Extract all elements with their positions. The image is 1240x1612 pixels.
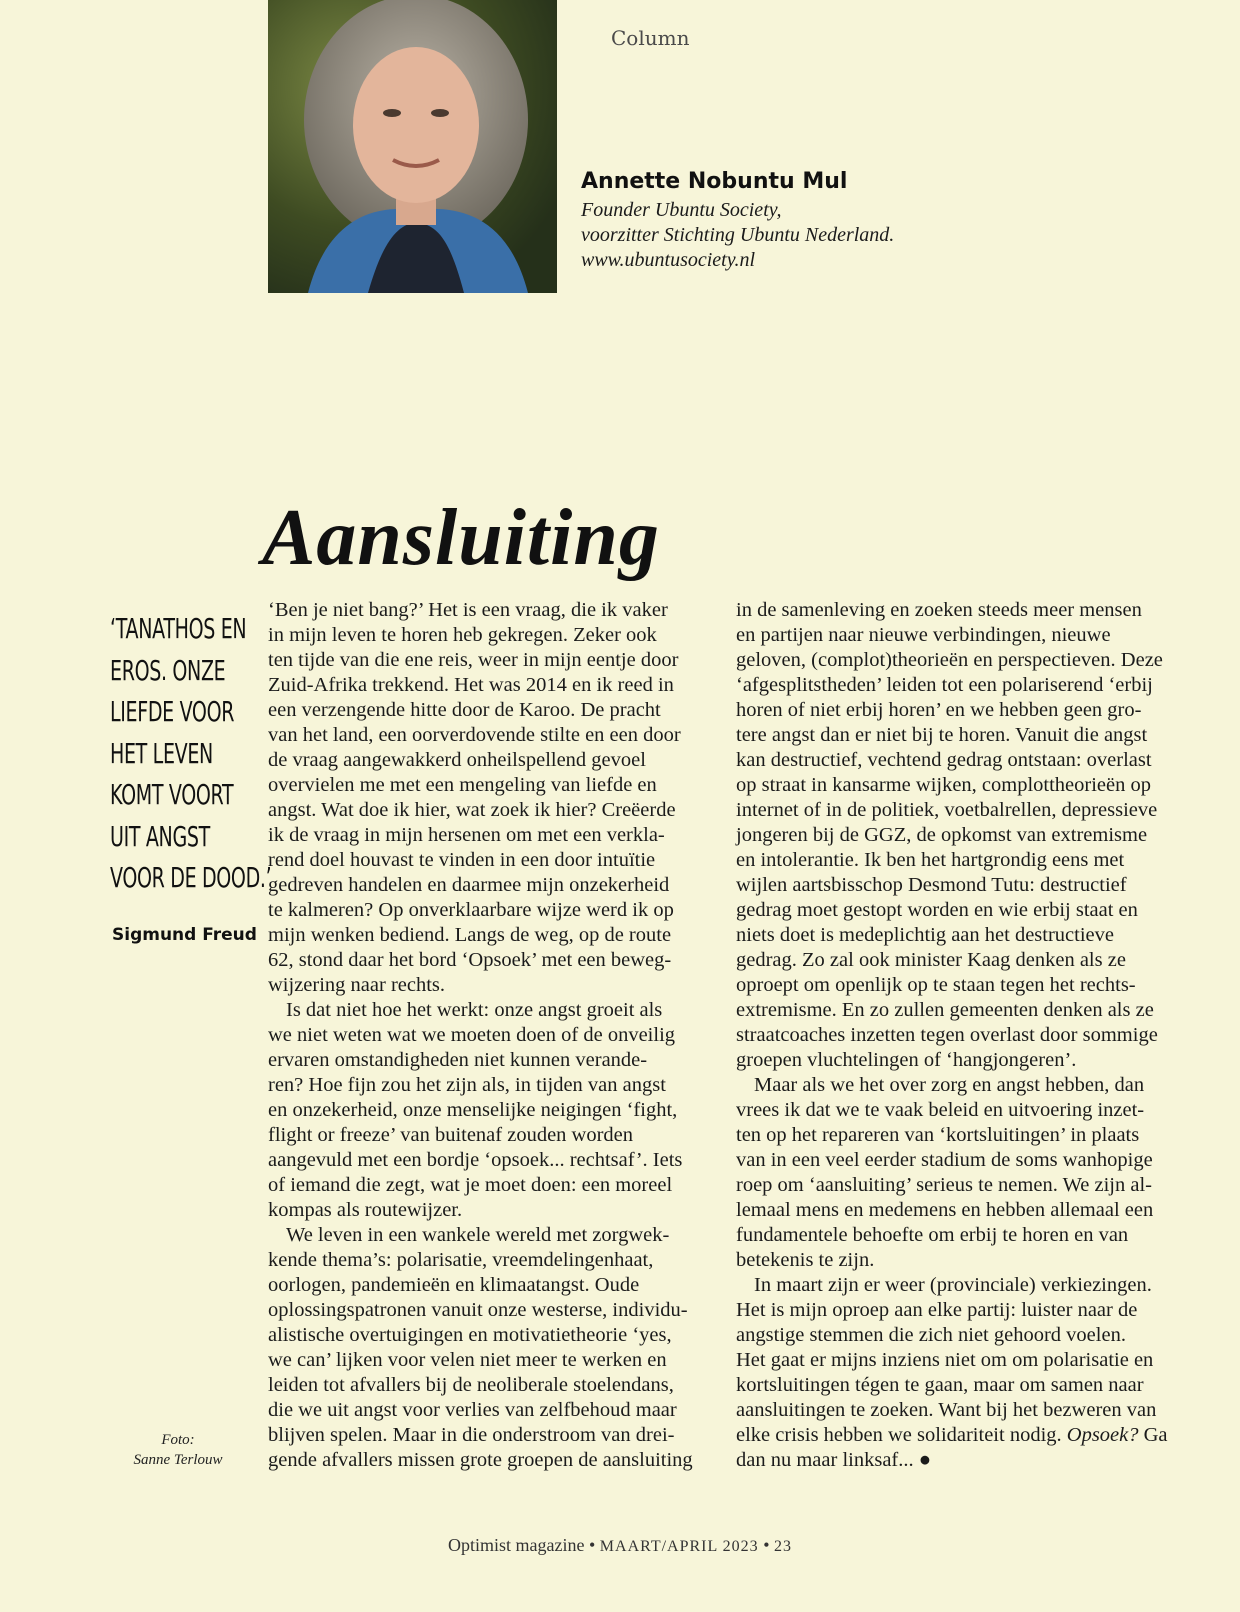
- body-text-line: straatcoaches inzetten tegen overlast door sommige: [736, 1024, 1158, 1046]
- body-text-line: we can’ lijken voor velen niet meer te werken en: [268, 1349, 667, 1371]
- pull-quote-line: LIEFDE VOOR: [110, 695, 235, 728]
- body-text-line: op straat in kansarme wijken, complottheorieën op: [736, 774, 1152, 796]
- body-text-line: en onzekerheid, onze menselijke neigingen ‘fight,: [268, 1099, 678, 1121]
- pull-quote-line: VOOR DE DOOD.’: [110, 861, 272, 894]
- body-text-line: van in een veel eerder stadium de soms wanhopige: [736, 1149, 1153, 1171]
- section-label: Column: [611, 26, 690, 50]
- body-text-line: oproept om openlijk op te staan tegen het rechts-: [736, 974, 1136, 996]
- body-text-line: betekenis te zijn.: [736, 1249, 875, 1271]
- photo-credit-name: Sanne Terlouw: [133, 1452, 223, 1468]
- body-text-line: te kalmeren? Op onverklaarbare wijze werd ik op: [268, 899, 674, 921]
- body-text-line: ren? Hoe fijn zou het zijn als, in tijden van angst: [268, 1074, 666, 1096]
- body-text-line: gedrag. Zo zal ook minister Kaag denken als ze: [736, 949, 1126, 971]
- body-text-line: gedreven handelen en daarmee mijn onzekerheid: [268, 874, 670, 896]
- photo-credit: [118, 1430, 238, 1470]
- body-text-line: en intolerantie. Ik ben het hartgrondig eens met: [736, 849, 1125, 871]
- body-text-line: blijven spelen. Maar in die onderstroom van drei-: [268, 1424, 675, 1446]
- author-portrait: [268, 0, 557, 293]
- body-text-line: angst. Wat doe ik hier, wat zoek ik hier? Creëerde: [268, 799, 676, 821]
- body-text-line: leiden tot afvallers bij de neoliberale stoelendans,: [268, 1374, 674, 1396]
- body-text-line: ten op het repareren van ‘kortsluitingen’ in plaats: [736, 1124, 1140, 1146]
- body-text-line: vrees ik dat we te vaak beleid en uitvoering inzet-: [736, 1099, 1145, 1121]
- body-text-line: in mijn leven te horen heb gekregen. Zeker ook: [268, 624, 657, 646]
- body-column-1: [268, 598, 713, 1473]
- pull-quote-line: KOMT VOORT: [110, 778, 234, 811]
- footer-issue: MAART/APRIL 2023: [599, 1538, 759, 1555]
- body-text-line: Is dat niet hoe het werkt: onze angst groeit als: [286, 999, 663, 1021]
- body-text-line: kan destructief, vechtend gedrag ontstaan: overlast: [736, 749, 1152, 771]
- body-text-line: kende thema’s: polarisatie, vreemdelingenhaat,: [268, 1249, 654, 1271]
- pull-quote: [110, 608, 272, 899]
- body-italic-word: Opsoek?: [1061, 1424, 1139, 1446]
- body-text-line: ‘afgesplitstheden’ leiden tot een polariserend ‘erbij: [736, 674, 1153, 696]
- body-text-line: van het land, een oorverdovende stilte en een door: [268, 724, 681, 746]
- body-text-line: gende afvallers missen grote groepen de aansluiting: [268, 1449, 693, 1471]
- author-block: [581, 169, 1181, 273]
- body-text-line: tere angst dan er niet bij te horen. Vanuit die angst: [736, 724, 1148, 746]
- body-text-line: 62, stond daar het bord ‘Opsoek’ met een beweg-: [268, 949, 672, 971]
- body-text-line: dan nu maar linksaf... ●: [736, 1449, 932, 1471]
- body-text-line: fundamentele behoefte om erbij te horen en van: [736, 1224, 1129, 1246]
- body-text-line: gedrag moet gestopt worden en wie erbij staat en: [736, 899, 1138, 921]
- body-text-line: en partijen naar nieuwe verbindingen, nieuwe: [736, 624, 1111, 646]
- body-text-line: ‘Ben je niet bang?’ Het is een vraag, die ik vaker: [268, 599, 668, 621]
- body-text-line: Het is mijn oproep aan elke partij: luister naar de: [736, 1299, 1138, 1321]
- body-text-line: of iemand die zegt, wat je moet doen: een moreel: [268, 1174, 673, 1196]
- body-text-line: internet of in de politiek, voetbalrellen, depressieve: [736, 799, 1158, 821]
- body-text-line: angstige stemmen die zich niet gehoord voelen.: [736, 1324, 1126, 1346]
- pull-quote-line: EROS. ONZE: [110, 653, 226, 687]
- author-website: www.ubuntusociety.nl: [581, 249, 756, 271]
- body-text-line: Maar als we het over zorg en angst hebben, dan: [754, 1074, 1145, 1096]
- body-text-line: Zuid-Afrika trekkend. Het was 2014 en ik reed in: [268, 674, 674, 696]
- body-column-2: [736, 598, 1181, 1473]
- body-text-line: roep om ‘aansluiting’ serieus te nemen. We zijn al-: [736, 1174, 1152, 1196]
- body-text-line: oorlogen, pandemieën en klimaatangst. Oude: [268, 1274, 640, 1296]
- body-text-line: wijlen aartsbisschop Desmond Tutu: destructief: [736, 874, 1127, 896]
- body-text-line: aansluitingen te zoeken. Want bij het bezweren van: [736, 1399, 1157, 1421]
- footer-magazine: Optimist magazine: [448, 1535, 585, 1555]
- body-text-line: kortsluitingen tégen te gaan, maar om samen naar: [736, 1374, 1144, 1396]
- photo-credit-label: Foto:: [161, 1432, 195, 1448]
- body-text-line: Het gaat er mijns inziens niet om om polarisatie en: [736, 1349, 1154, 1371]
- body-text-line: geloven, (complot)theorieën en perspectieven. Deze: [736, 649, 1163, 671]
- body-text-line: ik de vraag in mijn hersenen om met een verkla-: [268, 824, 665, 846]
- body-text-line: lemaal mens en medemens en hebben allemaal een: [736, 1199, 1154, 1221]
- body-text-line: kompas als routewijzer.: [268, 1199, 463, 1221]
- body-text-line: in de samenleving en zoeken steeds meer mensen: [736, 599, 1142, 621]
- body-text-line: We leven in een wankele wereld met zorgwek-: [286, 1224, 670, 1246]
- quote-author: Sigmund Freud: [112, 925, 257, 945]
- body-text-line: mijn wenken bediend. Langs de weg, op de route: [268, 924, 672, 946]
- body-text-line: In maart zijn er weer (provinciale) verkiezingen.: [754, 1274, 1152, 1296]
- pull-quote-line: UIT ANGST: [110, 819, 210, 853]
- body-text-line: de vraag aangewakkerd onheilspellend gevoel: [268, 749, 646, 771]
- pull-quote-line: HET LEVEN: [110, 736, 213, 770]
- body-text-tail: Ga: [1138, 1424, 1168, 1446]
- pull-quote-line: ‘TANATHOS EN: [110, 612, 247, 645]
- body-text-line: elke crisis hebben we solidariteit nodig. Opsoek? Ga: [736, 1424, 1168, 1446]
- body-text-line: rend doel houvast te vinden in een door intuïtie: [268, 849, 656, 871]
- body-text-line: wijzering naar rechts.: [268, 974, 446, 996]
- footer-separator: •: [758, 1535, 774, 1555]
- body-text-line: groepen vluchtelingen of ‘hangjongeren’.: [736, 1049, 1077, 1071]
- footer-page-number: 23: [774, 1538, 792, 1555]
- body-text-line: alistische overtuigingen en motivatietheorie ‘yes,: [268, 1324, 672, 1346]
- page-footer: [0, 1535, 1240, 1556]
- body-text-line: flight or freeze’ van buitenaf zouden worden: [268, 1124, 634, 1146]
- author-name: Annette Nobuntu Mul: [581, 169, 848, 194]
- author-role-1: Founder Ubuntu Society,: [581, 199, 782, 221]
- body-text-line: aangevuld met een bordje ‘opsoek... rechtsaf’. Iets: [268, 1149, 683, 1171]
- body-text-line: die we uit angst voor verlies van zelfbehoud maar: [268, 1399, 677, 1421]
- body-text-line: extremisme. En zo zullen gemeenten denken als ze: [736, 999, 1154, 1021]
- article-title: Aansluiting: [262, 494, 660, 582]
- body-text-line: we niet weten wat we moeten doen of de onveilig: [268, 1024, 676, 1046]
- body-text-line: jongeren bij de GGZ, de opkomst van extremisme: [736, 824, 1148, 846]
- body-text-line: ten tijde van die ene reis, weer in mijn eentje door: [268, 649, 679, 671]
- body-text-line: ervaren omstandigheden niet kunnen verande-: [268, 1049, 648, 1071]
- body-text-line: een verzengende hitte door de Karoo. De pracht: [268, 699, 661, 721]
- body-text-line: overvielen me met een mengeling van liefde en: [268, 774, 657, 796]
- footer-separator: •: [584, 1535, 600, 1555]
- body-text-line: oplossingspatronen vanuit onze westerse, individu-: [268, 1299, 688, 1321]
- body-text-line: niets doet is medeplichtig aan het destructieve: [736, 924, 1114, 946]
- body-text-line: horen of niet erbij horen’ en we hebben geen gro-: [736, 699, 1142, 721]
- author-role-2: voorzitter Stichting Ubuntu Nederland.: [581, 224, 895, 246]
- portrait-photo: [268, 0, 557, 293]
